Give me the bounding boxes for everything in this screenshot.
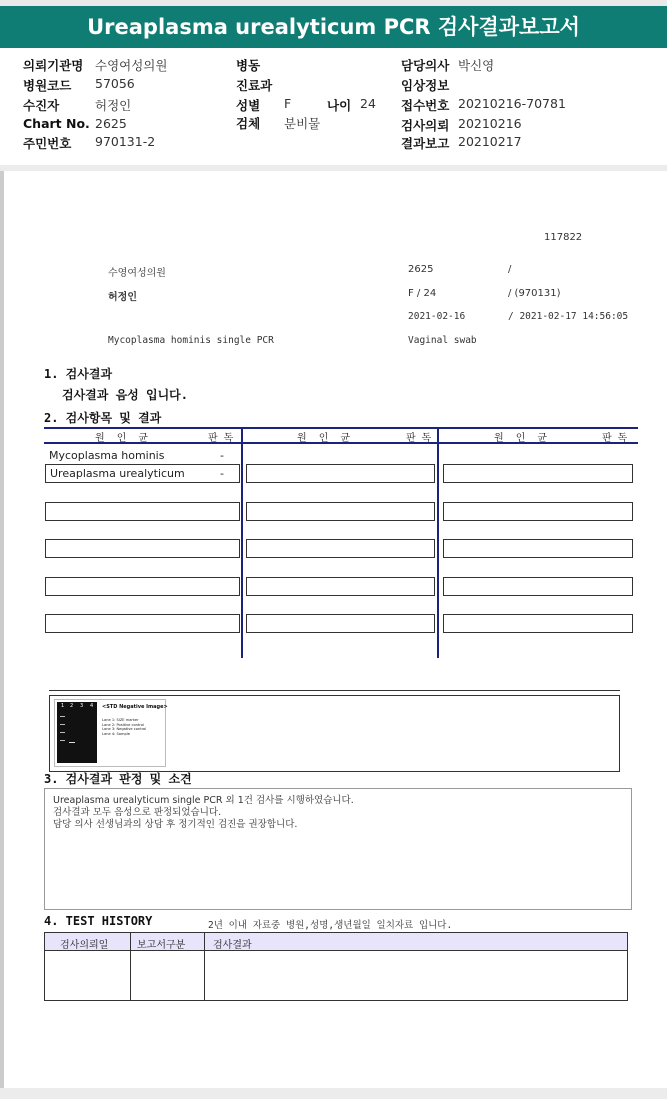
reference-number: 117822 bbox=[544, 232, 583, 243]
gel-legend bbox=[102, 718, 146, 736]
paper-received: 2021-02-16 bbox=[408, 311, 466, 322]
paper-patient: 허정인 bbox=[108, 292, 137, 303]
paper-specimen: Vaginal swab bbox=[408, 335, 477, 346]
history-header-report-type: 보고서구분 bbox=[137, 940, 186, 951]
gel-legend-item: Lane 4: Sample bbox=[102, 731, 130, 736]
result-empty-cell bbox=[45, 577, 240, 596]
info-request-date: 검사의뢰 20210216 bbox=[401, 116, 522, 133]
history-header-result: 검사결과 bbox=[213, 940, 252, 951]
info-doctor: 담당의사 박신영 bbox=[401, 58, 495, 73]
paper-chart: 2625 bbox=[408, 264, 434, 275]
section2-title: 2. 검사항목 및 결과 bbox=[44, 411, 162, 425]
info-resident-no: 주민번호 970131-2 bbox=[23, 134, 156, 151]
gel-band bbox=[60, 732, 65, 733]
info-chart-no: Chart No. 2625 bbox=[23, 116, 127, 131]
paper-birth: / (970131) bbox=[508, 288, 561, 299]
opinion-box bbox=[44, 788, 632, 910]
info-age: 나이 24 bbox=[327, 96, 376, 113]
gel-lane-label: 3 bbox=[80, 703, 84, 709]
result-empty-cell bbox=[443, 614, 633, 633]
history-divider bbox=[204, 933, 205, 1000]
paper-sex-age: F / 24 bbox=[408, 288, 437, 299]
gel-band bbox=[60, 740, 65, 741]
result-empty-cell bbox=[45, 502, 240, 521]
col-header-judge-1: 판 독 bbox=[208, 433, 234, 444]
col-header-judge-2: 판 독 bbox=[406, 433, 432, 444]
history-header-row bbox=[45, 933, 627, 951]
result-empty-cell bbox=[246, 539, 435, 558]
info-department: 진료과 bbox=[236, 78, 273, 93]
gel-lane-label: 1 bbox=[61, 703, 65, 709]
col-header-judge-3: 판 독 bbox=[602, 433, 628, 444]
opinion-line: 담당 의사 선생님과의 상담 후 정기적인 검진을 권장합니다. bbox=[53, 819, 298, 830]
gel-image bbox=[54, 699, 166, 767]
paper-slash: / bbox=[508, 264, 512, 275]
paper-reported: / 2021-02-17 14:56:05 bbox=[508, 311, 629, 322]
gel-lane-label: 2 bbox=[70, 703, 74, 709]
result-empty-cell bbox=[443, 502, 633, 521]
bottom-strip bbox=[0, 1088, 667, 1099]
result-row-2-cell-3 bbox=[443, 464, 633, 483]
result-empty-cell bbox=[246, 614, 435, 633]
result-value-1: - bbox=[220, 449, 224, 462]
result-empty-cell bbox=[45, 539, 240, 558]
gel-legend-item: Lane 1: SIZE marker bbox=[102, 718, 139, 722]
gel-band bbox=[69, 742, 75, 743]
info-clinic-name: 의뢰기관명 수영여성의원 bbox=[23, 58, 168, 73]
history-table bbox=[44, 932, 628, 1001]
result-empty-cell bbox=[443, 539, 633, 558]
result-organism-1: Mycoplasma hominis bbox=[49, 449, 165, 462]
info-report-date: 결과보고 20210217 bbox=[401, 134, 522, 151]
result-table-divider-1 bbox=[241, 427, 243, 658]
history-divider bbox=[130, 933, 131, 1000]
gel-lane-label: 4 bbox=[90, 703, 94, 709]
paper-clinic: 수영여성의원 bbox=[108, 268, 166, 279]
gel-band bbox=[60, 716, 65, 717]
info-patient: 수진자 허정인 bbox=[23, 98, 132, 113]
patient-info-header bbox=[0, 48, 667, 166]
info-accession-no: 접수번호 20210216-70781 bbox=[401, 96, 566, 113]
gel-legend-item: Lane 2: Positive control bbox=[102, 722, 144, 727]
col-header-organism-1: 원 인 균 bbox=[95, 433, 149, 444]
gel-top-rule bbox=[49, 690, 620, 691]
col-header-organism-2: 원 인 균 bbox=[297, 433, 351, 444]
report-title: Ureaplasma urealyticum PCR 검사결과보고서 bbox=[0, 6, 667, 48]
result-row-2-cell-2 bbox=[246, 464, 435, 483]
report-page bbox=[4, 171, 667, 1088]
opinion-line: Ureaplasma urealyticum single PCR 외 1건 검사를 시행하였습니다. bbox=[53, 795, 354, 806]
result-empty-cell bbox=[443, 577, 633, 596]
section1-result-text: 검사결과 음성 입니다. bbox=[62, 388, 189, 402]
gel-band bbox=[60, 724, 65, 725]
info-specimen: 검체 분비물 bbox=[236, 116, 321, 131]
col-header-organism-3: 원 인 균 bbox=[494, 433, 548, 444]
info-ward: 병동 bbox=[236, 58, 261, 73]
section4-note: 2년 이내 자료중 병원,성명,생년월일 일치자료 입니다. bbox=[208, 920, 453, 931]
opinion-text bbox=[53, 795, 354, 831]
gel-legend-item: Lane 3: Negative control bbox=[102, 727, 147, 732]
result-empty-cell bbox=[45, 614, 240, 633]
result-organism-2: Ureaplasma urealyticum bbox=[50, 467, 185, 480]
info-clinical-info: 임상정보 bbox=[401, 78, 450, 93]
gel-title: <STD Negative Image> bbox=[102, 704, 168, 710]
section3-title: 3. 검사결과 판정 및 소견 bbox=[44, 772, 192, 786]
gel-lanes-panel bbox=[57, 702, 97, 763]
result-empty-cell bbox=[246, 577, 435, 596]
info-hospital-code: 병원코드 57056 bbox=[23, 76, 135, 93]
result-table-divider-2 bbox=[437, 427, 439, 658]
history-header-request-date: 검사의뢰일 bbox=[60, 940, 109, 951]
section1-title: 1. 검사결과 bbox=[44, 367, 113, 381]
opinion-line: 검사결과 모두 음성으로 판정되었습니다. bbox=[53, 807, 222, 818]
result-empty-cell bbox=[246, 502, 435, 521]
paper-test-name: Mycoplasma hominis single PCR bbox=[108, 335, 274, 346]
section4-title: 4. TEST HISTORY bbox=[44, 914, 153, 928]
info-sex: 성별 F bbox=[236, 96, 292, 113]
result-value-2: - bbox=[220, 467, 224, 480]
